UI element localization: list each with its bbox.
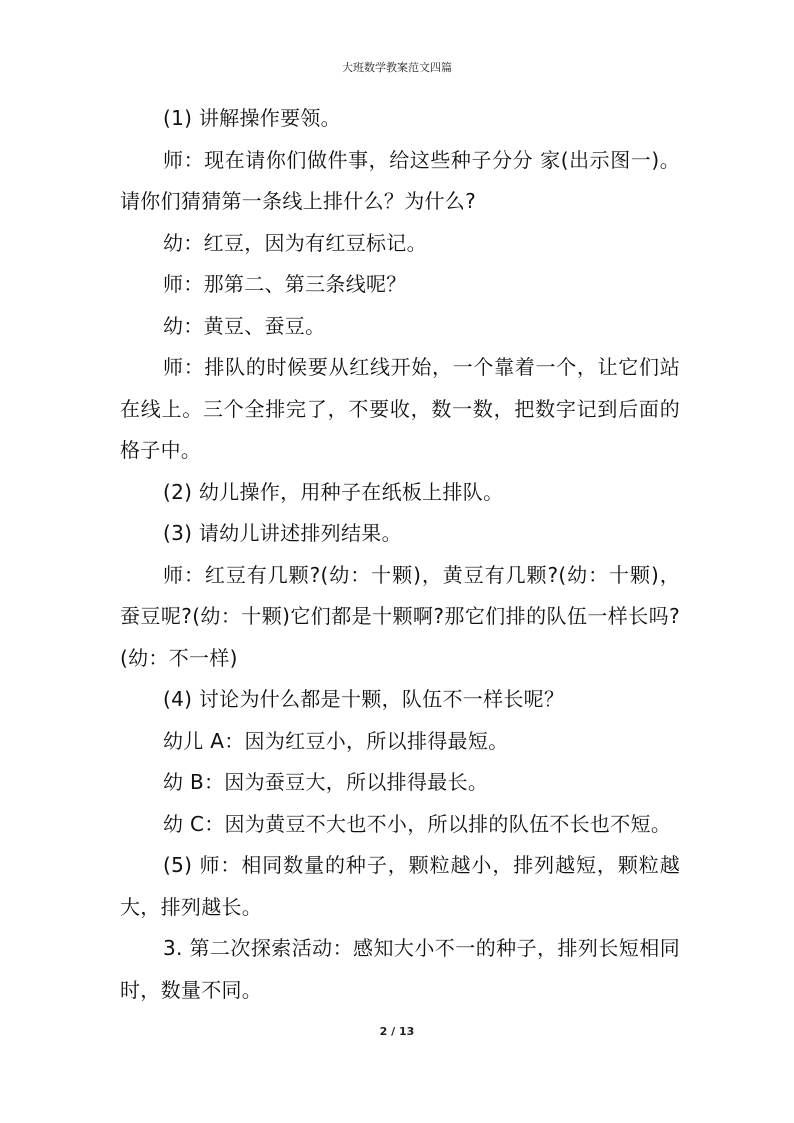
document-body <box>120 98 680 1011</box>
paragraph: (1) 讲解操作要领。 <box>163 106 341 130</box>
paragraph: (4) 讨论为什么都是十颗，队伍不一样长呢？ <box>163 687 565 711</box>
paragraph: 幼儿 A：因为红豆小，所以排得最短。 <box>163 728 509 753</box>
paragraph: 师：现在请你们做件事，给这些种子分分 家(出示图一)。请你们猜猜第一条线上排什么？为什么? <box>120 147 680 213</box>
paragraph: (2) 幼儿操作，用种子在纸板上排队。 <box>163 479 504 504</box>
page-footer <box>0 1024 794 1040</box>
paragraph: 师：排队的时候要从红线开始，一个靠着一个，让它们站在线上。三个全排完了，不要收，数一数，把数字记到后面的格子中。 <box>120 355 680 462</box>
document-title: 大班数学教案范文四篇 <box>342 61 452 74</box>
paragraph: 幼 C：因为黄豆不大也不小，所以排的队伍不长也不短。 <box>163 811 672 836</box>
paragraph: 师：那第二、第三条线呢？ <box>163 272 407 296</box>
paragraph: 幼 B：因为蚕豆大，所以排得最长。 <box>163 770 489 794</box>
paragraph: (3) 请幼儿讲述排列结果。 <box>163 521 402 545</box>
paragraph: 幼：黄豆、蚕豆。 <box>163 313 326 338</box>
page-header <box>0 60 794 76</box>
page-number: 2 / 13 <box>379 1025 415 1038</box>
paragraph: 幼：红豆，因为有红豆标记。 <box>163 230 427 255</box>
paragraph: (5) 师：相同数量的种子，颗粒越小，排列越短，颗粒越大，排列越长。 <box>120 853 680 919</box>
paragraph: 师：红豆有几颗?(幼：十颗)，黄豆有几颗?(幼：十颗)，蚕豆呢?(幼：十颗)它们都是十颗啊?那它们排的队伍一样长吗?(幼：不一样) <box>120 562 680 670</box>
paragraph: 3. 第二次探索活动：感知大小不一的种子，排列长短相同时，数量不同。 <box>120 936 680 1002</box>
